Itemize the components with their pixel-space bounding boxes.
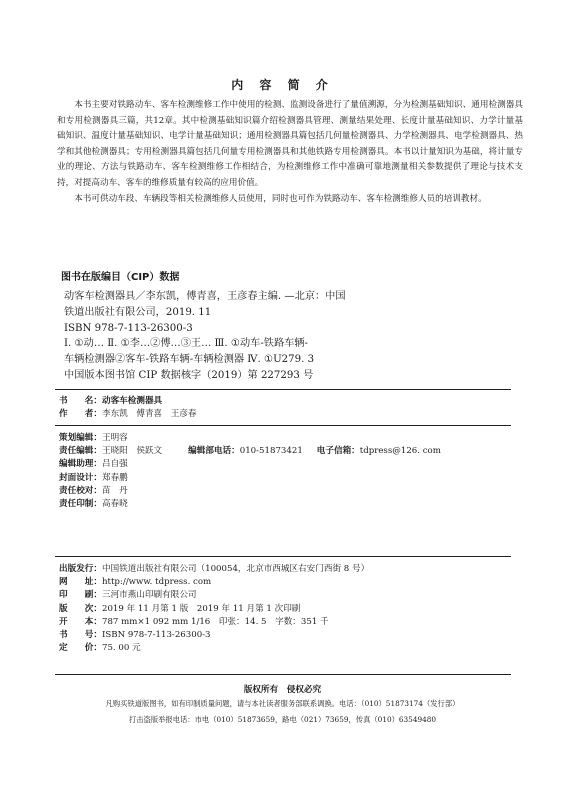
cip-heading: 图书在版编目（CIP）数据: [61, 272, 180, 283]
editor-email: tdpress@126. com: [359, 446, 441, 457]
cip-block: [64, 289, 504, 384]
editor-phone-label: 编辑部电话：: [188, 446, 240, 457]
publish-label: 开 本：: [59, 616, 102, 627]
editor-value: 苗 丹: [101, 485, 128, 496]
copyright-notice: 版权所有 侵权必究: [243, 685, 322, 695]
editor-label: 编辑助理：: [59, 459, 102, 470]
editor-value: 吕自强: [101, 459, 128, 470]
editor-label: 封面设计：: [59, 472, 102, 483]
publish-value: 787 mm×1 092 mm 1/16 印张：14. 5 字数：351 千: [101, 616, 329, 627]
book-title: 动客车检测器具: [101, 396, 163, 406]
publish-label: 书 号：: [59, 630, 102, 641]
editor-email-label: 电子信箱：: [316, 446, 360, 457]
service-note: 凡购买铁道版图书，如有印制质量问题，请与本社读者服务部联系调换。电话：（010）51873174（发行部）: [105, 699, 460, 708]
book-info: [59, 395, 197, 421]
publish-label: 定 价：: [59, 643, 102, 654]
book-author-label: 作 者：: [59, 409, 102, 420]
publish-row: [59, 616, 369, 629]
editor-row: [59, 472, 441, 485]
editor-label: 责任校对：: [59, 485, 102, 496]
publish-label: 出版发行：: [59, 564, 102, 574]
publish-row: [59, 629, 369, 642]
publish-row: [59, 642, 369, 655]
editor-row: [59, 485, 441, 498]
editor-list: [59, 432, 441, 511]
cip-line: ISBN 978-7-113-26300-3: [64, 322, 193, 334]
editor-value: 王明容: [101, 433, 128, 443]
cip-line: 车辆检测器②客车-铁路车辆-车辆检测器 Ⅳ. ①U279. 3: [64, 354, 315, 366]
book-author-row: [59, 408, 197, 421]
book-title-row: [59, 395, 197, 408]
editor-row: [59, 445, 441, 458]
cip-line: 铁道出版社有限公司，2019. 11: [64, 306, 212, 318]
editor-label: 责任印制：: [59, 499, 102, 510]
editor-label: 策划编辑：: [59, 433, 102, 443]
publish-row: [59, 603, 369, 616]
editor-value: 高春晓: [101, 499, 128, 510]
publish-value: 三河市燕山印刷有限公司: [101, 590, 197, 601]
editor-value: 王晓阳 侯跃文: [101, 446, 163, 457]
piracy-report-note: 打击盗版举报电话：市电（010）51873659，路电（021）73659，传真（010）63549480: [128, 715, 437, 724]
editor-value: 郑春鹏: [101, 472, 128, 483]
publish-label: 网 址：: [59, 577, 102, 588]
publish-label: 印 刷：: [59, 590, 102, 601]
divider: [55, 425, 511, 426]
editor-row: [59, 458, 441, 471]
publish-value: ISBN 978-7-113-26300-3: [101, 630, 211, 641]
editor-label: 责任编辑：: [59, 446, 102, 457]
publish-row: [59, 589, 369, 602]
intro-paragraph-1: 本书主要对铁路动车、客车检测维修工作中使用的检测、监测设备进行了量值溯源，分为检测基础知识、通用检测器具和专用检测器具三篇，共12章。其中检测基础知识篇介绍检测器具管理、测量结果处理、长度计量基础知识、力学计量基础知识、温度计量基础知识、电学计量基础知识；通用检测器具篇包括几何量检测器具、力学检测器具、电学检测器具、热学和其他检测器具；专用检测器具篇包括几何量专用检测器具和其他铁路专用检测器具。本书以计量知识为基础，将计量专业的理论、方法与铁路动车、客车检测维修工作相结合，为检测维修工作中准确可靠地测量相关参数提供了理论与技术支持，对提高动车、客车的维修质量有较高的应用价值。: [57, 100, 523, 188]
intro-text: [57, 98, 523, 207]
divider: [55, 556, 511, 557]
editor-row: [59, 498, 441, 511]
divider: [55, 389, 511, 390]
publish-info: [59, 563, 369, 655]
publish-value: 75. 00 元: [101, 643, 141, 654]
cip-line: Ⅰ. ①动… Ⅱ. ①李…②傅…③王… Ⅲ. ①动车-铁路车辆-: [64, 338, 308, 350]
cip-line: 中国版本图书馆 CIP 数据核字（2019）第 227293 号: [64, 369, 314, 381]
publish-value: 中国铁道出版社有限公司（100054，北京市西城区右安门西街 8 号）: [101, 564, 370, 574]
publish-value: 2019 年 11 月第 1 版 2019 年 11 月第 1 次印刷: [101, 603, 301, 614]
book-title-label: 书 名：: [59, 396, 102, 406]
publish-label: 版 次：: [59, 603, 102, 614]
cip-line: 动客车检测器具／李东凯，傅青喜，王彦春主编. —北京：中国: [64, 291, 346, 302]
editor-phone: 010-51873421: [239, 446, 303, 457]
publish-row: [59, 563, 369, 576]
intro-title: 内 容 简 介: [231, 78, 334, 92]
divider: [55, 674, 511, 675]
intro-paragraph-2: 本书可供动车段、车辆段等相关检测维修人员使用，同时也可作为铁路动车、客车检测维修人员的培训教材。: [74, 193, 487, 204]
editor-row: [59, 432, 441, 445]
book-authors: 李东凯 傅青喜 王彦春: [101, 409, 197, 420]
publish-value: http://www. tdpress. com: [101, 577, 212, 588]
publish-row: [59, 576, 369, 589]
